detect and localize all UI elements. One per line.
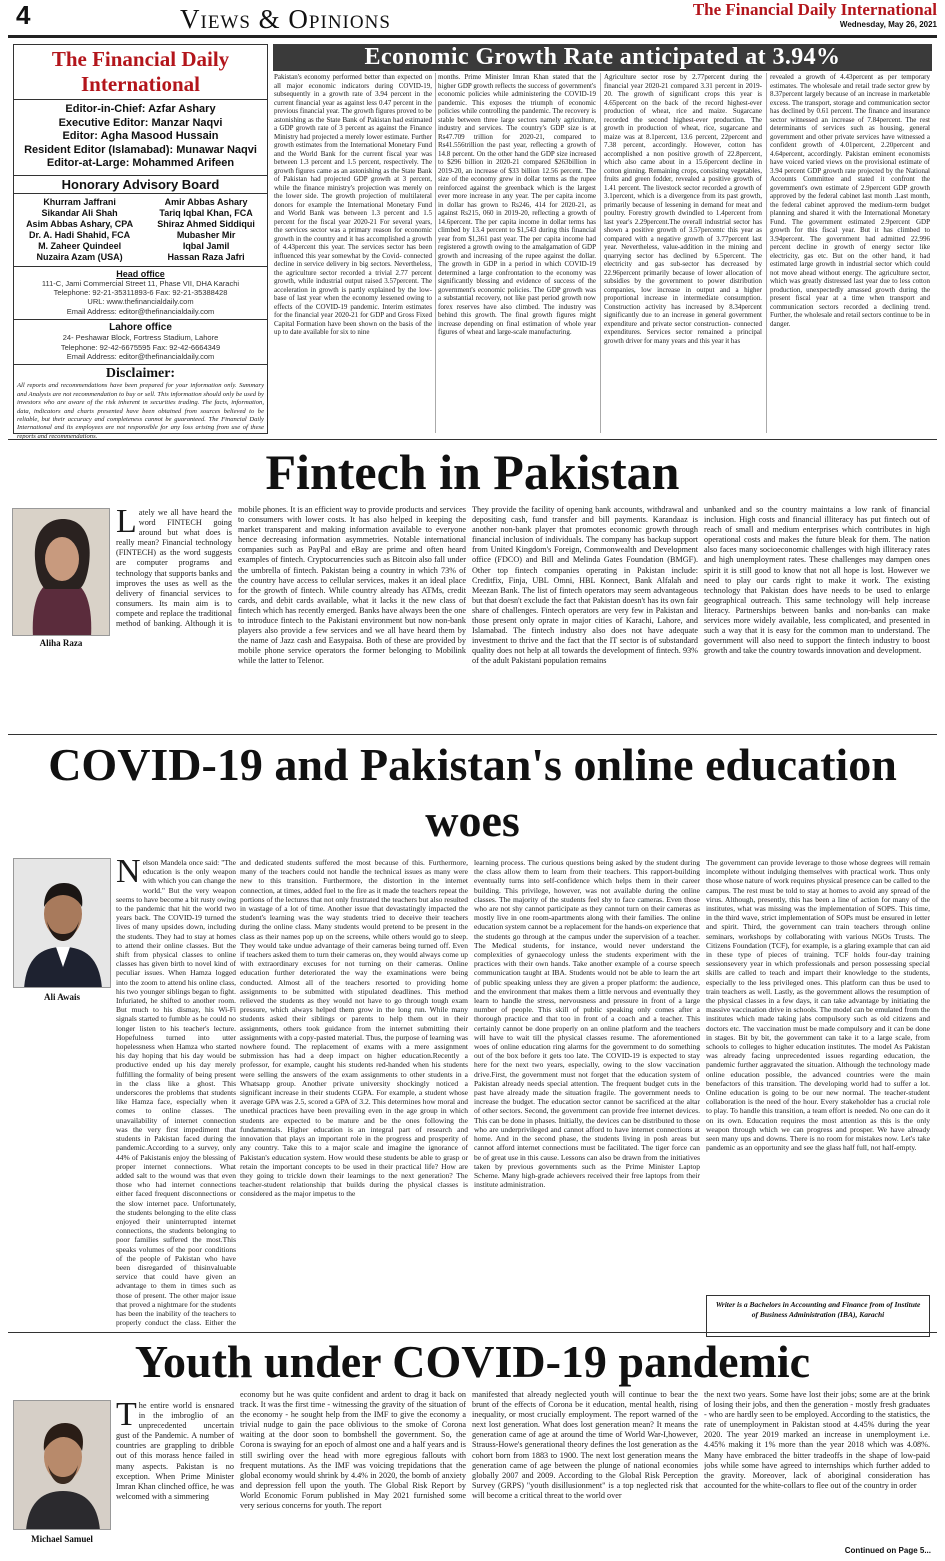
economic-col-3: Agriculture sector rose by 2.77percent during the financial year 2020-21 compared 3.31 percent in 2019-20. The growth of significant crops this year is 4.65percent on the back of the record highest-ever production of wheat, rice and maize. Sugarcane recorded the second highest-ever production. The growth in production of wheat, rice, sugarcane and maize was at 8.1percent, 13.6 percent, 22percent and 7.38 percent, accordingly. However, cotton has accomplished a non positive growth of 22.8percent, which also came about in a 15.6percent decline in cotton ginning. Remaining crops, consisting vegetables, fruits and green fodder, revealed a positive growth of 1.41 percent. The livestock sector recorded a growth of 3.1percent, which is a divergence from its past growth, primarily because of lessening in demand for meat and poultry. Forestry growth dwindled to 1.4percent from last year's 2.29percent.The overall industrial sector has shown a positive growth of 3.57percentc this year as compared with a negative growth of 3.77percent last year. Nevertheless, value-addition in the mining and quarrying sector has declined by 6.5percent. The electricity and gas sub-sector has decreased by 22.96percent primarily because of lower allocation of subsidies by the government to power distribution companies, low increase in output and a higher proportional increase in intermediate consumption. Construction activity has increased by 8.34percent significantly due to an increase in general government expenditure and private sector construction- connected expenditures. Services sector remained a principal growth driver for many years and this year it has bbox=[604, 73, 762, 345]
board-member: Tariq Iqbal Khan, FCA bbox=[159, 207, 253, 218]
section-rule bbox=[8, 1332, 937, 1333]
youth-col-1-text: he entire world is ensnared in the imbroglio of an unprecedented uncertain gust of the Pandemic. A number of countries are grappling to dribble out of this morass hence failed in many aspects. Pakistan is no exception. When Prime Minister Imran Khan clinched office, he was welcomed with a simmering bbox=[116, 1401, 234, 1501]
fintech-article-title: Fintech in Pakistan bbox=[265, 444, 680, 500]
lahore-office-address bbox=[14, 333, 267, 365]
covid-col-3: learning process. The curious questions being asked by the student during the class allow them to learn from their teachers. This rapport-building eventually turns into self-confidence which helps them in their career building. This privilege, however, was not available during the online classes. The majority of the students feel shy to face cameras. Even those who are not shy cannot participate as they cannot turn on their cameras as mostly live in one room-apartments along with their families. The online education system cannot be a replacement for the hands-on experience that the students go through at the campus under the supervision of a teacher. The Medical students, for instance, would never understand the complexities of gynaecology unless the students experiment with the practices with their own hands. Take another example of a course speech communication taught at IBA. Students would not be able to learn the art of public speaking unless they are given a proper platform: the audience, and the environment that makes them a little nervous and eventually they learn to handle the stress, nervousness and pressure in front of a large number of people. This skill of public speaking only comes after a thorough practice and that too in front of a coach and a teacher. This certainly cannot be done properly on an online platform and the teachers will have to wait till the physical classes resume. The aforementioned woes of online education ring alarms for the government to do something out of the box before it gets too late. The COVID-19 is expected to stay here for the next two years, especially, owing to the slow vaccination drive.First, the government must not forget that the education system of Pakistan already needs special attention. The frequent budget cuts in the past have already made the situation fragile. The government needs to increase the budget. The education sector cannot be sacrificed at the altar of other sectors. Second, the government can provide free internet devices. This can be done in phases. Initially, the devices can be distributed to those who are underprivileged and cannot afford to have internet connections at home. And in the second phase, the students living in posh areas but cannot afford internet connections must be facilitated. The tiger force can be of great use in this cause. Lessons can also be drawn from the initiatives taken by previous governments such as the Prime Minister Laptop Scheme. Many high-grade achievers received their free laptops from their institute administration. bbox=[474, 858, 700, 1190]
drop-cap: T bbox=[116, 1401, 137, 1433]
portrait-icon bbox=[14, 1401, 111, 1530]
board-member: Amir Abbas Ashary bbox=[164, 196, 248, 207]
column-divider bbox=[435, 73, 436, 433]
section-rule bbox=[8, 439, 937, 440]
economic-col-2: months. Prime Minister Imran Khan stated that the higher GDP growth reflects the success of government's economic policies while administering the COVID-19 pandemic. This exposes the triumph of economic policies while controlling the pandemic. The recovery is stable between three large sectors namely agriculture, industry and services. The country's GDP size is at Rs47.709 trillion for 2020-21, compared to Rs41.556trillion the past year, reflecting a growth of 14.8 percent. On the other hand the GDP size increased to $296 billion in 2020-21 compared $263billion in 2019-20, an increase of $33 billion 12.56 percent. The size of the economy grew in dollar terms as the rupee reinforced against the greenback which is the largest ever more increase in any year. The per capita income in dollar has grown to Rs246, 414 for 2020-21, as against Rs215, 060 in 2019-20, reflecting a growth of 14.6percent. The per capita income in dollar terms has climbed by 13.4 percent to $1,543 during this financial year from $1,361 past year. The per capita income had registered a growth owing to the amalgamation of GDP growth and increasing of the rupee against the dollar. The growth in GDP in a period in which COVID-19 determined a large confrontation to the economy was significantly blessing and evidence of success of the government's economic policies. The GDP growth was a substantial recovery, not like past period growth now forex reserves have also climbed. The industry was behind this growth. The final growth figures might increase depending on final estimation of whole year figures of wheat and large-scale manufacturing. bbox=[438, 73, 596, 336]
board-member: Hassan Raza Jafri bbox=[167, 251, 245, 262]
board-member: Khurram Jaffrani bbox=[43, 196, 116, 207]
economic-col-1: Pakistan's economy performed better than expected on all major economic indicators during COVID-19, subsequently in a growth rate of 3.94 percent in the current financial year as against less 0.47 percent in the previous financial year. The growth figures proved to be astonishing as the State Bank of Pakistan had estimated a GDP growth rate of 3 percent as against the Finance Ministry had projected a merely lower estimate. Further growth estimates from the International Monetary Fund and the World Bank for the current fiscal year was between 1.3 percent and 1.5 percent, respectively. The growth figures came as an astonishing as the State Bank of Pakistan had projected GDP growth at 3 percent, while the finance ministry's projection was merely on the lower side. The growth projection of multilateral donors for example the International Monetary Fund and World Bank was between 1.3 percent and 1.5 percent for the fiscal year 2020-21 For several years, the services sector was a primary reason for economic growth in the country and it has accomplished a growth of 4.43percent this year. The services sector has been influenced this year somewhat by the Covid- connected decline in service delivery in big sectors. Nevertheless, the agriculture sector recorded a trivial 2.77 percent growth, while industrial output raised 3.57percent. The acceleration in growth is partly explained by the low-base of last year when the economy lessened owing to effects of the COVID-19 pandemic. Interim estimates for the financial year 2020-21 for GDP and Gross Fixed Capital Formation have been shown on the basis of the up to date available for six to nine bbox=[274, 73, 432, 336]
fintech-col-4: unbanked and so the country maintains a low rank of financial inclusion. High costs and financial illiteracy has put fintech out of reach of small and medium enterprises which contributes in high operational costs and makes the future bleak for them. The nation also faces many socioeconomic challenges with high illiteracy rates and high unemployment rates. These challenges may dampen ones spirit it is still good to know that not all hope is lost. However we need to play our cards right to make it work. The existing technology that Pakistan does have needs to be used to enlarge geographical outreach. This same technology will help increase literacy. Partnerships between banks and non-banks can make services more widely available, less complicated, and presented in such a way that it is easy for the common man to understand. The government will also need to support the fintech industry to boost growth and take the country towards innovation and development. bbox=[704, 505, 930, 656]
editorial-box bbox=[13, 44, 268, 440]
address-line: Email Address: editor@thefinancialdaily.com bbox=[66, 306, 215, 316]
editor-line: Editor-in-Chief: Azfar Ashary bbox=[65, 103, 216, 115]
section-title: Views & Opinions bbox=[180, 4, 391, 34]
address-line: Telephone: 92-42-6675595 Fax: 92-42-6664349 bbox=[60, 342, 221, 352]
youth-col-3: manifested that already neglected youth will continue to bear the brunt of the effects of Corona be it education, mental health, rising inequality, or most crucially employment. The report warned of the next lost generation. What does lost generation mean? It means the generation came of age at around the time of World War-I,however, Strauss-Howe's generational theory defines the lost generation as the cohort born from 1883 to 1900. The next lost generation means the generation came of age between the plunge of national economies globally 2007 and 2009. According to the Global Risk Perception Survey (GRPS) "youth disillusionment" is a top neglected risk that will become a critical threat to the world over bbox=[472, 1390, 698, 1500]
board-member: Iqbal Jamil bbox=[182, 240, 230, 251]
covid-article-title: COVID-19 and Pakistan's online education woes bbox=[48, 739, 897, 846]
advisory-board-title: Honorary Advisory Board bbox=[14, 176, 267, 194]
drop-cap: N bbox=[116, 858, 141, 890]
board-left bbox=[26, 197, 133, 263]
youth-article-title: Youth under COVID-19 pandemic bbox=[134, 1336, 811, 1387]
column-divider bbox=[766, 73, 767, 433]
board-member: Nuzaira Azam (USA) bbox=[36, 251, 123, 262]
economic-article-title: Economic Growth Rate anticipated at 3.94% bbox=[273, 44, 932, 71]
column-divider bbox=[600, 73, 601, 433]
advisory-board bbox=[14, 194, 267, 267]
youth-author: Michael Samuel bbox=[31, 1534, 93, 1544]
writer-note: Writer is a Bachelors in Accounting and Finance from of Institute of Business Administration (IBA), Karachi bbox=[706, 1295, 930, 1337]
author-photo-michael-samuel bbox=[13, 1400, 111, 1530]
fintech-col-2: mobile phones. It is an efficient way to provide products and services to consumers with lower costs. It has also helped in keeping the market transparent and making information available to everyone hence decreasing information asymmetries. Notable international companies such as PayPal and eBay are prime and often heard examples of fintech. Cryptocurrencies such as Bitcoin also fall under the umbrella of fintech. Pakistan being a country in which 73% of the country have access to cellular services, makes it an ideal place for the growth of fintech. While country already has ATMs, credit cards, and debit cards available, what it lacks it the new class of fintech which has recently emerged. Banks have always been the one to introduce fintech to the Pakistani environment but now non-bank players also provide a few services and we all have heard them by the name of Jazz cash and Easypaisa. Both of these are provided by mobile phone service operators the former belonging to Mobilink while the latter to Telenor. bbox=[238, 505, 466, 666]
fintech-col-3: They provide the facility of opening bank accounts, withdrawal and depositing cash, fund transfer and bill payments. Karandaaz is another non-bank player that promotes economic growth through financial inclusion of individuals. The company has backup support from United Kingdom's Foreign, Commonwealth and Development office (FDCO) and Bill and Melinda Gates Foundation (BMGF). Other top fintech companies operating in Pakistan include: Creditfix, Finja, UBL Omni, HBL Konnect, Bank Alfalah and Meezan Bank. The list of fintech operators may seem advantageous but that doesn't exclude the fact that Pakistan doesn't has its own fair share of challenges. Fintech operators are very few in Pakistan and those present only oprate in major cities of Karachi, Lahore, and Islamabad. The fintech industry also does not have adequate investment to thrive and the fact that the IT sector is of substandard quality does not help at all towards the development of fintech. 93% of the adult Pakistani population remains bbox=[472, 505, 698, 666]
youth-col-4: the next two years. Some have lost their jobs; some are at the brink of losing their jobs, and then the generation - mostly fresh graduates - who are hardly seen to be employed. According to the statistics, the rate of unemployment in Pakistan stood at 4.45% during the year 2020. The year 2019 marked an increase in unemployment i.e. 4.45% making it 1% more than the year 2018 which was 4.08%. Many have embraced the bitter tradeoffs in the shape of low-paid jobs while some have agreed to internships which further added to the gravity. Moreover, lack of aboriginal consideration has accounted for the white-collars to flee out of the country in order bbox=[704, 1390, 930, 1490]
portrait-icon bbox=[14, 859, 111, 988]
lahore-office-title: Lahore office bbox=[109, 322, 172, 334]
board-member: Asim Abbas Ashary, CPA bbox=[26, 218, 134, 229]
editor-line: Resident Editor (Islamabad): Munawar Naqvi bbox=[24, 143, 257, 156]
section-rule bbox=[8, 734, 937, 735]
head-office-title: Head office bbox=[116, 268, 165, 279]
editor-line: Editor: Agha Masood Hussain bbox=[62, 130, 219, 142]
youth-col-1 bbox=[116, 1401, 234, 1546]
head-office-address bbox=[14, 279, 267, 321]
covid-col-1-text: elson Mandela once said: "The education is the only weapon with which you can change the world." But the very weapon seems to have become a bit rusty owing to the pandemic that hit the world two years back. The COVID-19 turned the lives of many upsides down, including the students. They had to stay at homes to attend their online classes. But the shift from physical classes to online classes has given birth to novel kind of peculiar issues. When Hamza logged into the zoom to attend his online class, his two younger siblings began to fight. Infuriated, he shifted to another room. But much to his dismay, his Wi-Fi signals started to fumble as he could no longer listen to his teacher's lecture. Hopefulness turned into utter hopelessness when Hamza who started his day hoping that his day would be productive ended up his day merely fulfilling the formality of being present in the class like a ghost. This underscores the problems that students like Hamza face, especially when it comes to online classes. The unavailability of internet connection was the very first impediment that students in Pakistan faced during the pandemic.According to a survey, only 44% of Pakistanis enjoy the blessing of proper internet connections. What added salt to the wound was that even those who had internet connections either faced frequent disconnections or the slow internet pace. Unfortunately, the students belonging to the elite class enjoyed their uninterrupted internet connections, the students belonging to poor families suffered the most.This speaks volumes of the poor conditions of the people of Pakistan who have been disregarded of thisinvaluable service that could have given an advantage to them in times such as those of present. The other major issue that proved a nightmare for the students has been the inability of the teachers to properly conduct the class. Either the bbox=[116, 858, 236, 1328]
board-member: Sikandar Ali Shah bbox=[41, 207, 118, 218]
covid-col-2: and dedicated students suffered the most because of this. Furthermore, many of the teachers could not handle the technical issues as many were new to this transition. Furthermore, the distortion in the internet connection, at times, added fuel to the fire as it made the teachers repeat the portions of the lectures that not only frustrated the teachers but also resulted in wastage of a lot of time. Another issue that devastatingly impacted the student's learning was the way students tried to deceive their teachers during the online class. Many students would pretend to be present in the class as their names pop up on the screens, while others would go to sleep. They would take undue advantage of their cameras being turned off. Even if teachers asked them to turn their cameras on, they would always come up with extraordinary excuses for not turning on their cameras. Online education further deteriorated the way the examinations were being conducted. Almost all of the teachers resorted to providing home assignments to be submitted with stipulated deadlines. This method relieved the students as they would not have to go through tough exam pressure, which always helped them grow in the long run. While many students asked their siblings or parents to help them out in their assignments, others took guidance from the internet submitting their assignments with a copy-pasted material. Thus, the purpose of learning was nowhere found. The replacement of exams with a mere assignment submission has had a deep impact on higher education.Recently a professor, for example, caught his students red-handed when his students were selling the answers of the exam assignments to other students in a Whatsapp group. Another private university shockingly noticed a significant increase in their students CGPA. For example, a student whose average GPA was 2.5, scored a GPA of 3.2. This determines how moral and unethical practices have been prevailing even in the age group in which students are expected to be mature and be the ones following the fundamentals. Higher education is an integral part of research and innovation that plays an important role in the progress and prosperity of any country. Take this to a major scale and imagine the ignorance of Pakistan's education system. How would these students be able to grasp or retain the important concepts to be used in their practical life? How are they going to trickle down their learnings to the next generation? The teacher-student relationship that builds during the physical classes is considered as the major impetus to the bbox=[240, 858, 468, 1199]
issue-date: Wednesday, May 26, 2021 bbox=[839, 20, 937, 29]
drop-cap: L bbox=[116, 508, 137, 540]
board-member: Shiraz Ahmed Siddiqui bbox=[157, 218, 255, 229]
author-photo-ali-awais bbox=[13, 858, 111, 988]
editor-line: Editor-at-Large: Mohammed Arifeen bbox=[46, 157, 235, 169]
board-member: Dr. A. Hadi Shahid, FCA bbox=[28, 229, 131, 240]
continued-note: Continued on Page 5... bbox=[844, 1546, 931, 1555]
address-line: Telephone: 92-21-35311893-6 Fax: 92-21-35388428 bbox=[53, 287, 228, 297]
fintech-author: Aliha Raza bbox=[39, 638, 83, 648]
page-number: 4 bbox=[16, 0, 31, 30]
fintech-col-1-text: ately we all have heard the word FINTECH going around but what does is really mean? Financial technology (FINTECH) as the word suggests are computer programs and technology that supports banks and improves the uses as well as the delivery of financial services to consumers. Its main aim is to compete and replace the traditional method of banking. Although it is bbox=[116, 508, 232, 629]
portrait-icon bbox=[13, 509, 110, 636]
address-line: 111-C, Jami Commercial Street 11, Phase VII, DHA Karachi bbox=[41, 278, 240, 288]
address-line: Email Address: editor@thefinancialdaily.com bbox=[66, 351, 215, 361]
page-header bbox=[8, 0, 937, 38]
editor-line: Executive Editor: Manzar Naqvi bbox=[58, 116, 223, 129]
paper-name: The Financial Daily International bbox=[692, 0, 937, 19]
address-line: URL: www.thefinancialdaily.com bbox=[87, 297, 194, 307]
board-member: Mubasher Mir bbox=[176, 229, 236, 240]
masthead bbox=[693, 0, 937, 29]
fintech-col-1-top bbox=[116, 508, 232, 630]
covid-author: Ali Awais bbox=[43, 992, 81, 1002]
covid-col-4: The government can provide leverage to those whose degrees will remain incomplete without indulging themselves with practical work. Thus only those whose nature of work requires physical presence can be called to the campus. The rest must be told to stay at homes to avoid any spread of the virus. Although, presently, this has been a line of action for many of the institutes, what was missing was the implementation of SOPS. This time, in the third wave, strict implementation of SOPs must be ensured in letter and spirit. Third, the government can train teachers through online seminars, workshops by collaborating with various NGOs Trusts. The Citizens Foundation (TCF), for example, is a glaring example that can aid in these type of pieces of training. TCF holds four-day training sessionsevery year in which professionals and person possessing special skills are called to teach and impart their knowledge to the students, especially to the less privileged ones. This platform can thus be used to train teachers as well. Lastly, as the government allows the resumption of the physical classes in a few days, it can take advantage by initiating the massive vaccination drive in schools. The model can be emulated from the institutes which made taking jabs compulsory such as old citizens and doctors etc. The vaccination must be made compulsory and it can be done in stages. Bit by bit, the government can take it to a large scale, from schools to colleges to higher education institutes. The model As Pakistan was already facing unprecedented issues regarding education, the pandemic further aggravated the situation. Although the technology made online education possible, the advanced countries were the main benefactors of this transition. The developing world had to suffer a lot. Online education is going to be our new normal. The teacher-student collaboration is the need of the hour. Every stakeholder has a crucial role to play. To handle this transition, a team effort is needed. No one can do it on its own. Education requires the most attention as this is the only weapon through which we can progress and prosper. We have already seen many ups and downs. There is no room for mistakes now. Let's take pandemic as an opportunity and see the glass half full, not half-empty. bbox=[706, 858, 930, 1153]
address-line: 24- Peshawar Block, Fortress Stadium, Lahore bbox=[62, 333, 219, 343]
board-right bbox=[157, 197, 255, 263]
youth-col-2: economy but he was quite confident and ardent to drag it back on track. It was the first time - witnessing the gravity of the situation of the economy - he sought help from the IMF to give the economy a trivial nudge to gain the pace oblivious to the smoke of Corona waiting at the door soon to bombshell the government. So, the Corona is swaying for an epoch of almost one and a half years and is still swirling over the head with more egregious fallouts with frequent mutations. As the IMF was voicing trepidations that the global economy would shrink by 4.4% in 2020, the bomb of anxiety and depression fell upon the youth. The Global Risk Report by World Economic Forum published in May 2021 furnished some very serious concerns for youth. The report bbox=[240, 1390, 466, 1511]
disclaimer-text: All reports and recommendations have been prepared for your information only. Summary and Analysis are not recommendation to buy or sell. This information should only be used by investors who are aware of the risk inherent in securities trading. The facts, information, data, indicators and charts presented have been obtained from sources believed to be reliable, but their accuracy and completeness cannot be guaranteed. The Financial Daily International and its employees are not responsible for any loss arising from use of these reports and recommendations. bbox=[17, 382, 264, 440]
board-member: M. Zaheer Quindeel bbox=[38, 240, 122, 251]
sidebar-paper-name: The Financial Daily International bbox=[14, 45, 267, 100]
editor-list bbox=[14, 100, 267, 176]
disclaimer-title: Disclaimer: bbox=[105, 366, 176, 382]
economic-col-4: revealed a growth of 4.43percent as per temporary estimates. The wholesale and retail trade sector grew by 8.37percent largely because of an increase in marketable excess. The transport, storage and communication sector has declined by 0.61 percent. The finance and insurance sector witnessed an increase of 7.84percent. The rest determinants of services such as housing, general government and other private services have witnessed a confident growth of 4.01percent, 2.20percent and 4.64percent, accordingly. Pakistan eminent economists have voiced varied views on the provisional estimate of 3.94 percent GDP growth rate projected by the National Accounts Committee and stated it confront the government's own estimate of 2.9percent GDP growth approved by the federal cabinet last month .Last month, the federal cabinet approved the medium-term budget planning and shared it with the International Monetary Fund. The government estimated 2.9percent GDP growth for this fiscal year. But it has climbed to 3.94percent. The government had admitted 22.996 percent decline in growth of energy sector like electricity, gas etc. But on the other hand, it had estimated large growth in industrial sector which could not move ahead without energy. The agriculture sector, which was greatly distressed last year due to less cotton production, unexpectedly amassed growth during the present fiscal year at a time when transport and communication sectors recorded a declining trend. Further, the wholesale and retail sectors continue to be in danger. bbox=[770, 73, 930, 328]
covid-col-1 bbox=[116, 858, 236, 1328]
author-photo-aliha-raza bbox=[12, 508, 110, 636]
